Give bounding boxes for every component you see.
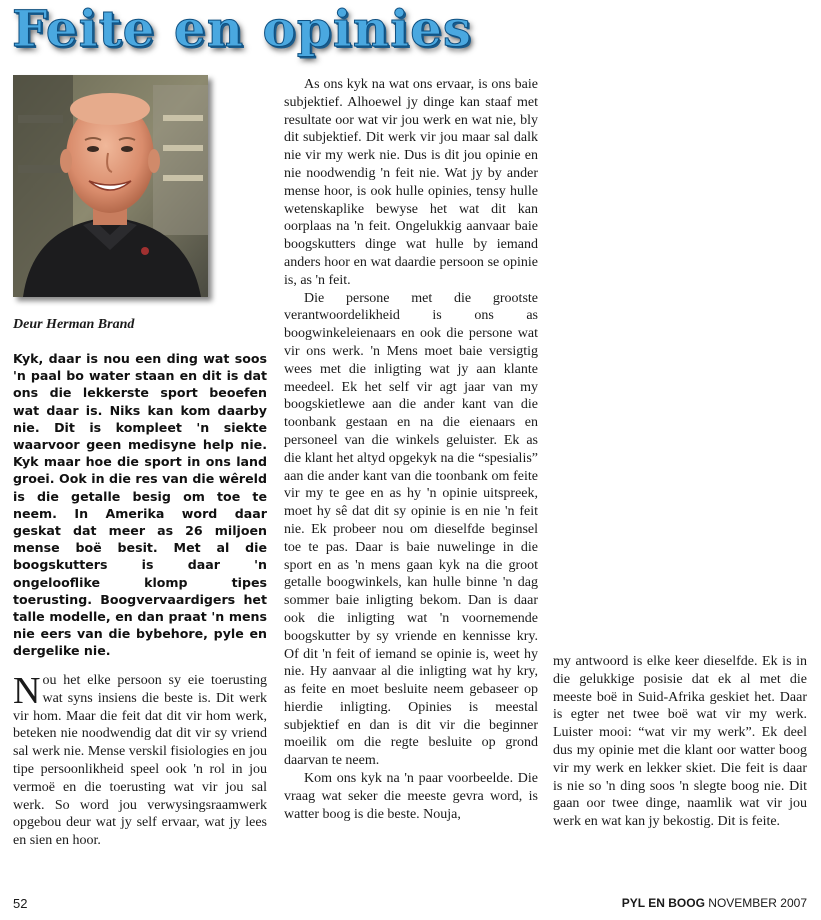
drop-cap: N: [13, 670, 41, 712]
byline: Deur Herman Brand: [13, 317, 135, 332]
article-column-1: [13, 672, 267, 850]
lead-paragraph: Kyk, daar is nou een ding wat soos 'n paal bo water staan en dit is dat ons die lekkerste sport beoefen wat daar is. Niks kan kom daarby nie. Dit is kompleet 'n siekte waarvoor geen medisyne help nie. Kyk maar hoe die sport in ons land groei. Ook in die res van die wêreld is die getalle besig om toe te neem. In Amerika word daar geskat dat meer as 26 miljoen mense boë besit. Met al die boogskutters is daar 'n ongelooflike klomp tipes toerusting. Boogvervaardigers het talle modelle, en dan praat 'n mens nie eers van die bybehore, pyle en dergelike nie.: [13, 351, 267, 659]
paragraph: Kom ons kyk na 'n paar voorbeelde. Die vraag wat seker die meeste gevra word, is watter boog is die beste. Nouja,: [284, 771, 538, 822]
paragraph: [13, 672, 267, 850]
publication-name: PYL EN BOOG: [621, 896, 705, 910]
paragraph: my antwoord is elke keer dieselfde. Ek is in die gelukkige posisie dat ek al met die meeste boë in Suid-Afrika geskiet het. Daar is egter net twee boë wat vir my werk. Luister mooi: “wat vir my werk”. Ek deel dus my opinie met die klant oor watter boog vir my werk en lekker skiet. Die feit is daar is nie so 'n ding soos 'n slegte boog nie. Dit gaan oor twee dinge, naamlik wat vir jou werk en wat kan jy bekostig. Dit is feite.: [553, 654, 807, 830]
article-column-3: [553, 653, 807, 831]
page-title: Feite en opinies: [12, 0, 473, 58]
paragraph-text: ou het elke persoon sy eie toerusting wat syns insiens die beste is. Dit werk vir hom. Maar die feit dat dit vir hom werk, beteken nie noodwendig dat dit vir sy vriend sal werk nie. Mense verskil fisiologies en jou tipe persoonlikheid speel ook 'n rol in jou vermoë en die toerusting wat vir jou sal werk. So word jou verwysingsraamwerk opgebou deur wat jy self ervaar, wat jy lees en sien en hoor.: [13, 673, 267, 849]
author-photo: [13, 75, 208, 297]
page-number: 52: [13, 896, 28, 911]
paragraph: Die persone met die grootste verantwoordelikheid is ons as boogwinkeleienaars en ook die persone wat vir ons werk. 'n Mens moet baie versigtig wees met die inligting wat jy aan klante meedeel. Ek het self vir agt jaar van my boogskietlewe aan die ander kant van die toonbank gestaan en na die eienaars en personeel van die winkels geluister. Ek as die klant het altyd opgekyk na die “spesialis” aan die ander kant van die toonbank om feite vir my te gee en as hy 'n opinie uitspreek, moet hy sê dat dit sy opinie is en nie 'n feit nie. Ek probeer nou om dieselfde beginsel toe te pas. Daar is baie nuwelinge in die sport en as 'n mens gaan kyk na die groot getalle boogwinkels, kan hulle binne 'n dag sommer baie inligting bekom. Dan is daar ook die inligting wat 'n voornemende boogskutter by sy vriende en kennisse kry. Of dit 'n feit of iemand se opinie is, weet hy nie. Hy aanvaar al die inligting wat hy kry, as feite en moet besluite neem gebaseer op hierdie inligting. Opinies is meestal subjektief en dan is dit vir die beginner moeilik om die regte besluite op grond daarvan te neem.: [284, 290, 538, 769]
publication-footer: [622, 896, 807, 910]
article-column-2: [284, 76, 538, 823]
paragraph: As ons kyk na wat ons ervaar, is ons baie subjektief. Alhoewel jy dinge kan staaf met resultate oor wat vir jou werk en wat nie, bly dit subjektief. Dit werk vir jou maar sal dalk nie vir my werk nie. Dus is dit jou opinie en nie noodwendig 'n feit nie. Wat jy by ander mense hoor, is ook hulle opinies, tensy hulle wetenskaplike bewyse het wat dit kan oorplaas na 'n feit. Ongelukkig aanvaar baie boogskutters dinge wat hulle by iemand anders hoor en wat daardie persoon se opinie is, as 'n feit.: [284, 77, 538, 288]
issue-date: NOVEMBER 2007: [708, 896, 807, 910]
